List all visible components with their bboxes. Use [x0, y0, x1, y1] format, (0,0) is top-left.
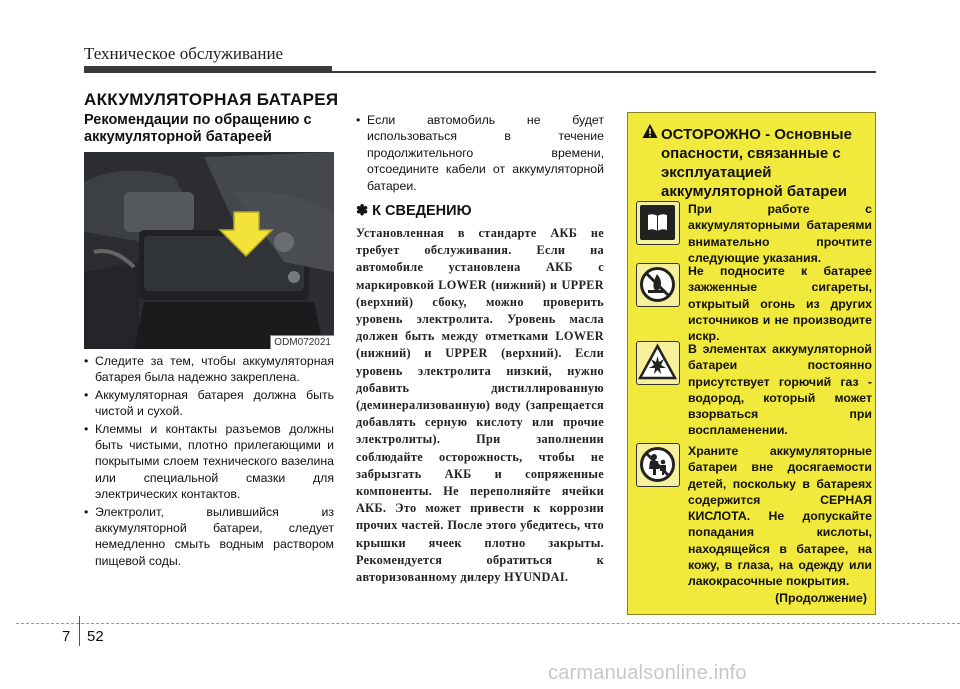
- section-title: АККУМУЛЯТОРНАЯ БАТАРЕЯ: [84, 90, 339, 109]
- chapter-number: 7: [62, 628, 71, 645]
- watermark: carmanualsonline.info: [548, 662, 747, 684]
- engine-bay-illustration: [84, 152, 334, 349]
- header-rule: [332, 71, 876, 73]
- middle-column: [356, 112, 604, 195]
- footer-divider: [16, 623, 960, 624]
- list-item: • Аккумуляторная батарея должна быть чистой и сухой.: [84, 387, 334, 420]
- list-item: • Следите за тем, чтобы аккумуляторная батарея была надежно закреплена.: [84, 353, 334, 386]
- bullet-list: [84, 353, 334, 570]
- photo-caption: ODM072021: [270, 335, 334, 349]
- battery-photo: [84, 152, 334, 349]
- running-header: Техническое обслуживание: [84, 44, 284, 63]
- header-bar: [84, 66, 332, 73]
- manual-book-icon: [636, 201, 680, 245]
- page-number: 52: [87, 628, 104, 645]
- continued-label: (Продолжение): [775, 591, 867, 605]
- list-item: • Клеммы и контакты разъемов должны быть чистыми, плотно прилегающими и покрытыми слоем технического вазелина или специальной смазки для электрических контактов.: [84, 421, 334, 503]
- warning-text: В элементах аккумуляторной батареи постоянно присутствует горючий газ - водород, который может взорваться при воспламенении.: [688, 342, 872, 438]
- warning-text: При работе с аккумуляторными батареями внимательно прочтите следующие указания.: [688, 202, 872, 265]
- warning-text: Не подносите к батарее зажженные сигареты, открытый огонь из других источников и не производите искр.: [688, 264, 872, 344]
- sub-heading: Рекомендации по обращению с аккумуляторной батареей: [84, 112, 312, 145]
- list-item: • Если автомобиль не будет использоваться в течение продолжительного времени, отсоедините кабели от аккумуляторной батареи.: [356, 112, 604, 194]
- warning-triangle-icon: [642, 123, 658, 139]
- info-title: ✽ К СВЕДЕНИЮ: [356, 203, 472, 219]
- info-body: Установленная в стандарте АКБ не требует обслуживания. Если на автомобиле установлена АКБ с маркировкой LOWER (нижний) и UPPER (верхний) сбоку, можно проверить уровень электролита. Уровень масла должен быть между отметками LOWER (нижний) и UPPER (верхний). Если уровень электролита низкий, нужно добавить дистиллированную (деминерализованную) воду (запрещается добавлять серную кислоту или прочие электролиты). При заполнении соблюдайте осторожность, чтобы не забрызгать АКБ и сопряженные компоненты. Не переполняйте ячейки АКБ. Это может привести к коррозии прочих частей. После этого убедитесь, что крышки ячеек плотно закрыты. Рекомендуется обратиться к авторизованному дилеру HYUNDAI.: [356, 226, 604, 585]
- bullet-list: [356, 112, 604, 194]
- warning-title: ОСТОРОЖНО - Основные опасности, связанные с эксплуатацией аккумуляторной батареи: [661, 126, 852, 200]
- list-item: • Электролит, вылившийся из аккумуляторной батареи, следует немедленно смыть водным раствором пищевой соды.: [84, 504, 334, 570]
- no-fire-icon: [636, 263, 680, 307]
- keep-away-children-icon: [636, 443, 680, 487]
- warning-text: Храните аккумуляторные батареи вне досягаемости детей, поскольку в батареях содержится СЕРНАЯ КИСЛОТА. Не допускайте попадания кислоты, находящейся в батарее, на кожу, в глаза, на одежду или лакокрасочные покрытия.: [688, 444, 872, 589]
- warning-box: [627, 112, 876, 615]
- explosion-hazard-icon: [636, 341, 680, 385]
- page-number-separator: [79, 616, 80, 646]
